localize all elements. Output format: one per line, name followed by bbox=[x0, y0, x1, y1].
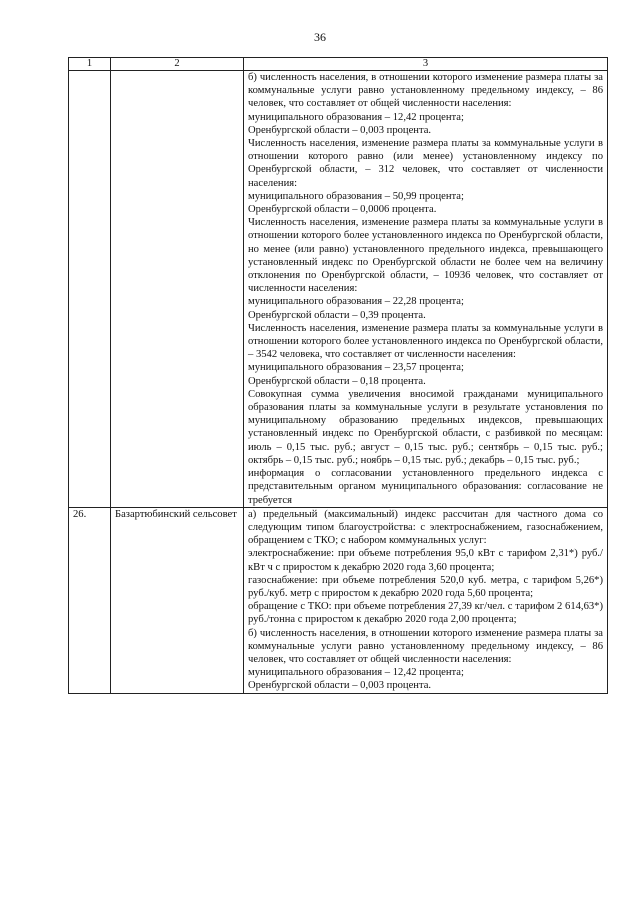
paragraph: б) численность населения, в отношении которого изменение размера платы за коммунальные услуги равно установленному предельному индексу, – 86 человек, что составляет от общей численности населения: bbox=[248, 627, 603, 665]
paragraph: Оренбургской области – 0,39 процента. bbox=[248, 309, 426, 321]
paragraph: муниципального образования – 23,57 процента; bbox=[248, 362, 464, 374]
paragraph: Оренбургской области – 0,0006 процента. bbox=[248, 204, 437, 216]
row-number: 26. bbox=[69, 507, 111, 693]
paragraph: Оренбургской области – 0,18 процента. bbox=[248, 375, 426, 387]
paragraph: электроснабжение: при объеме потребления 95,0 кВт с тарифом 2,31*) руб./кВт ч с приростом к декабрю 2020 года 3,60 процента; bbox=[248, 548, 603, 573]
paragraph: муниципального образования – 50,99 процента; bbox=[248, 190, 464, 202]
paragraph: Численность населения, изменение размера платы за коммунальные услуги в отношении которого более установленного индекса по Оренбургской области, – 3542 человека, что составляет от численности населения: bbox=[248, 322, 603, 361]
row-content bbox=[244, 507, 608, 693]
municipality-name bbox=[111, 71, 244, 508]
paragraph: муниципального образования – 12,42 процента; bbox=[248, 111, 464, 123]
paragraph: Численность населения, изменение размера платы за коммунальные услуги в отношении которого равно (или менее) установленному индексу по Оренбургской области, – 312 человек, что составляет от численности населения: bbox=[248, 138, 603, 189]
page-number: 36 bbox=[314, 30, 326, 44]
paragraph: муниципального образования – 22,28 процента; bbox=[248, 296, 464, 308]
paragraph: муниципального образования – 12,42 процента; bbox=[248, 667, 464, 679]
paragraph: обращение с ТКО: при объеме потребления 27,39 кг/чел. с тарифом 2 614,63*) руб./тонна с приростом к декабрю 2020 года 2,00 процента; bbox=[248, 601, 603, 626]
row-content bbox=[244, 71, 608, 508]
paragraph: а) предельный (максимальный) индекс рассчитан для частного дома со следующим типом благоустройства: с электроснабжением, газоснабжением, обращением с ТКО; с набором коммунальных услуг: bbox=[248, 508, 603, 547]
header-col-3: 3 bbox=[244, 58, 608, 71]
row-number bbox=[69, 71, 111, 508]
table-row-26 bbox=[69, 507, 608, 693]
paragraph: Численность населения, изменение размера платы за коммунальные услуги в отношении которого более установленного индекса по Оренбургской области, но менее (или равно) установленного предельного индекса, превышающего установленный индекс по Оренбургской области не более чем на величину отклонения по Оренбургской области, – 10936 человек, что составляет от численности населения: bbox=[248, 217, 603, 295]
header-col-1: 1 bbox=[69, 58, 111, 71]
paragraph: Совокупная сумма увеличения вносимой гражданами муниципального образования платы за коммунальные услуги в результате установления по муниципальному образованию предельных индексов, превышающих установленный индекс по Оренбургской области, с разбивкой по месяцам: июль – 0,15 тыс. руб.; август – 0,15 тыс. руб.; сентябрь – 0,15 тыс. руб.; октябрь – 0,15 тыс. руб.; ноябрь – 0,15 тыс. руб.; декабрь – 0,15 тыс. руб.; bbox=[248, 388, 603, 466]
paragraph: б) численность населения, в отношении которого изменение размера платы за коммунальные услуги равно установленному предельному индексу, – 86 человек, что составляет от общей численности населения: bbox=[248, 72, 603, 110]
paragraph: Оренбургской области – 0,003 процента. bbox=[248, 680, 432, 692]
paragraph: Оренбургской области – 0,003 процента. bbox=[248, 124, 432, 136]
table-row-continued bbox=[69, 71, 608, 508]
indices-table bbox=[68, 57, 608, 694]
header-col-2: 2 bbox=[111, 58, 244, 71]
municipality-name: Базартюбинский сельсовет bbox=[111, 507, 244, 693]
paragraph: информация о согласовании установленного предельного индекса с представительным органом муниципального образования: согласование не требуется bbox=[248, 468, 603, 506]
paragraph: газоснабжение: при объеме потребления 520,0 куб. метра, с тарифом 5,26*) руб./куб. метр с приростом к декабрю 2020 года 5,60 процента; bbox=[248, 574, 603, 599]
table-header-row bbox=[69, 58, 608, 71]
